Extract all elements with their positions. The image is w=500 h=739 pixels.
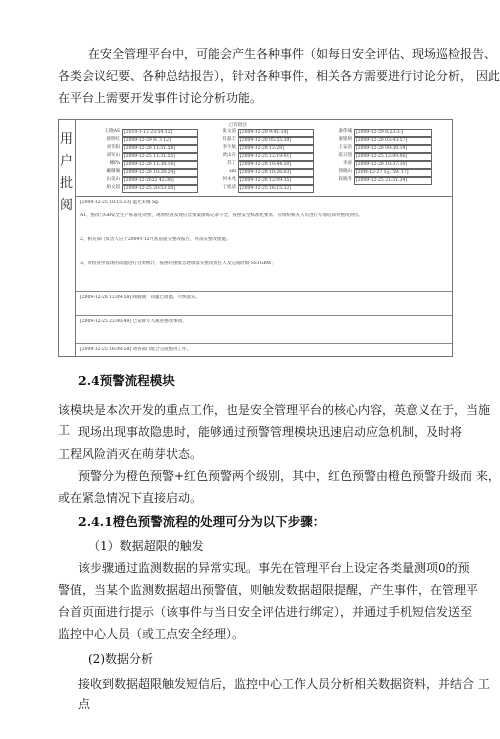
annotator-name: 贾山卉: [222, 153, 236, 158]
annotation-row: [76, 129, 452, 137]
annotation-time[interactable]: [2009-12-29 8: 3 12]: [122, 137, 198, 145]
section-title: 2.4预警流程模块: [78, 373, 175, 388]
thread-entry-text: 3、对检查中发现的问题进行分类统计，按照轻重缓急逐项落实整改责任人及完成时限 SSTGRW。: [80, 261, 276, 266]
annotation-time[interactable]: [2009-12-29 9:41:14]: [238, 129, 314, 137]
annotator-name: 李涛: [343, 161, 352, 166]
step-1-line-4: 监控中心人员（或工点安全经理）。: [58, 627, 245, 641]
annotator-name: 张文清: [222, 129, 236, 134]
annotation-time[interactable]: [2009-12-28 11:38:16]: [122, 161, 198, 169]
thread-entry-text: 2、相关部门负责人应于2009年12月底前提交整改报告，并落实整改措施。: [80, 237, 231, 242]
step-1-line-2: 警值，当某个监测数据超出预警值，则触发数据超限提醒，产生事件，在管理平: [58, 583, 479, 597]
annotator-name: 李宇航: [222, 145, 236, 150]
annotator-name: 丁旭清: [222, 185, 236, 190]
annotation-row: [76, 145, 452, 153]
annotator-name: 晨明红: [106, 137, 120, 142]
annotation-time[interactable]: [2009-12-28 10:44:50]: [238, 161, 314, 169]
thread-divider: [76, 343, 452, 344]
annotation-row: [76, 153, 452, 161]
intro-line-3: 在平台上需要开发事件讨论分析功能。: [58, 91, 263, 105]
annotator-name: 王安浩: [338, 145, 352, 150]
annotator-name: 秦银炳: [338, 137, 352, 142]
annotation-row: [76, 161, 452, 169]
annotation-time[interactable]: [2010-1-12 23:54:12]: [122, 129, 198, 137]
annotation-time[interactable]: [2009-12-25 20:53:50]: [122, 185, 198, 193]
annotation-row: [76, 169, 452, 177]
annotation-time[interactable]: [2009-12-28 09:30:19]: [354, 145, 432, 153]
annotation-time[interactable]: [2009-12-25 16:15:32]: [238, 185, 314, 193]
annotator-name: 苏丁: [227, 161, 236, 166]
thread-entry-header: [2009-12-25 10:15:13] 温光未阐 Sg.: [80, 200, 160, 205]
subsection-title: 2.4.1橙色预警流程的处理可分为以下步骤：: [78, 514, 326, 529]
annotator-name: 刘军山: [106, 153, 120, 158]
annotator-name: 戴珊瑚: [106, 169, 120, 174]
annotation-time[interactable]: [2009-12-25 11:31:55]: [122, 153, 198, 161]
step-2-label: (2)数据分析: [88, 652, 153, 666]
annotation-time[interactable]: [2009-12-28 10:26:03]: [238, 169, 314, 177]
step-2-line-1: 接收到数据超限触发短信后，监控中心工作人员分析相关数据资料，并结合 工点: [78, 677, 490, 711]
step-1-label: （1）数据超限的触发: [88, 539, 204, 553]
annotation-time[interactable]: [2009-12-2622 42:38]: [122, 177, 198, 185]
sidebar-char: 户: [60, 154, 74, 169]
annotation-row: [76, 177, 452, 185]
annotation-time[interactable]: [2009-12-25 12:00:06]: [354, 153, 432, 161]
annotator-name: 何木兆: [222, 177, 236, 182]
step-1-line-1: 该步骤通过监测数据的异常实现。事先在管理平台上设定各类量测项0的预: [78, 561, 470, 575]
thread-entry-header: [2009-12-25 16:09:58] 请各部门配合完成整改工作。: [80, 347, 192, 352]
levels-line-1: 预警分为橙色预警+红色预警两个级别，其中，红色预警由橙色预警升级而 来，: [78, 469, 500, 483]
thread-entry-header: [2009-12-25 22:00:49] 已安排专人跟进整改事项。: [80, 319, 187, 324]
annotation-time[interactable]: [2009-12-25 21:51:34]: [354, 177, 432, 185]
annotation-time[interactable]: [2009-12-28 10:28:24]: [122, 169, 198, 177]
thread-entry-text: A1、整改与GB安全生产标准化对照，现场检查发现应急预案演练记录不全，按照安全标准化要求，应组织相关人员进行专项培训并整改到位。: [80, 213, 364, 218]
intro-line-2: 各类会议纪要、各种总结报告），针对各种事件，相关各方需要进行讨论分析， 因此: [58, 69, 500, 83]
section-paragraph-line-3: 工程风险消灭在萌芽状态。: [58, 447, 203, 461]
annotator-name: 段晓冬: [338, 177, 352, 182]
sidebar-char: 批: [60, 176, 74, 191]
section-paragraph-line-2: 现场出现事故隐患时，能够通过预警管理模块迅速启动应急机制，及时将: [78, 425, 463, 439]
annotation-time[interactable]: [20W-12-27 5:j, 59: 17]: [354, 169, 432, 177]
annotation-time[interactable]: [2009-12-26 12:09:35]: [238, 177, 314, 185]
thread-entry-header: [2009-12-28 12:09:58] 陶晓丽：问题已收悉，尽快落实。: [80, 295, 201, 300]
annotation-row: [76, 137, 452, 145]
annotator-name: 符磊丰: [222, 137, 236, 142]
user-review-sidebar: [59, 120, 76, 356]
annotation-time[interactable]: [2009-12-29 8:23:3-]: [354, 129, 432, 137]
annotator-name: 郭晓山: [338, 169, 352, 174]
intro-line-1: 在安全管理平台中，可能会产生各种事件（如每日安全评估、现场巡检报告、: [88, 47, 497, 61]
sidebar-char: 阅: [60, 198, 74, 213]
annotator-name: 柳Ph: [109, 161, 120, 166]
annotator-name: 山美山: [106, 177, 120, 182]
annotation-time[interactable]: [2009-12-28 12:29]: [238, 145, 314, 153]
annotator-name: 雷日凯: [338, 153, 352, 158]
annotator-name: xm: [229, 169, 236, 174]
annotation-time[interactable]: [2009-12-28 11:51:58]: [122, 145, 198, 153]
annotation-time[interactable]: [2009-12-28 05:55:39]: [238, 137, 314, 145]
annotation-row: [76, 185, 452, 193]
annotation-time[interactable]: [2009-12-25 12:19:01]: [238, 153, 314, 161]
thread-divider: [76, 291, 452, 292]
annotation-time[interactable]: [2009-12-28 03:43:57]: [354, 137, 432, 145]
sidebar-char: 用: [60, 132, 74, 147]
annotator-name: 王晓AS: [104, 129, 120, 134]
annotation-time[interactable]: [2009-12-28 10:37:30]: [354, 161, 432, 169]
levels-line-2: 或在紧急情况下直接启动。: [58, 491, 203, 505]
discussion-thread: [76, 196, 452, 356]
thread-divider: [76, 315, 452, 316]
existing-annotations-label: 已有批注: [229, 123, 247, 128]
annotator-name: 秦伟城: [338, 129, 352, 134]
user-review-screenshot: [58, 119, 453, 357]
step-1-line-3: 台首页面进行提示（该事件与当日安全评估进行绑定），并通过手机短信发送至: [58, 605, 473, 619]
annotator-name: 刘冬阳: [106, 145, 120, 150]
section-paragraph-line-1: 该模块是本次开发的重点工作，也是安全管理平台的核心内容，英意义在于，当施工: [58, 403, 491, 437]
annotator-name: 柏文超: [106, 185, 120, 190]
